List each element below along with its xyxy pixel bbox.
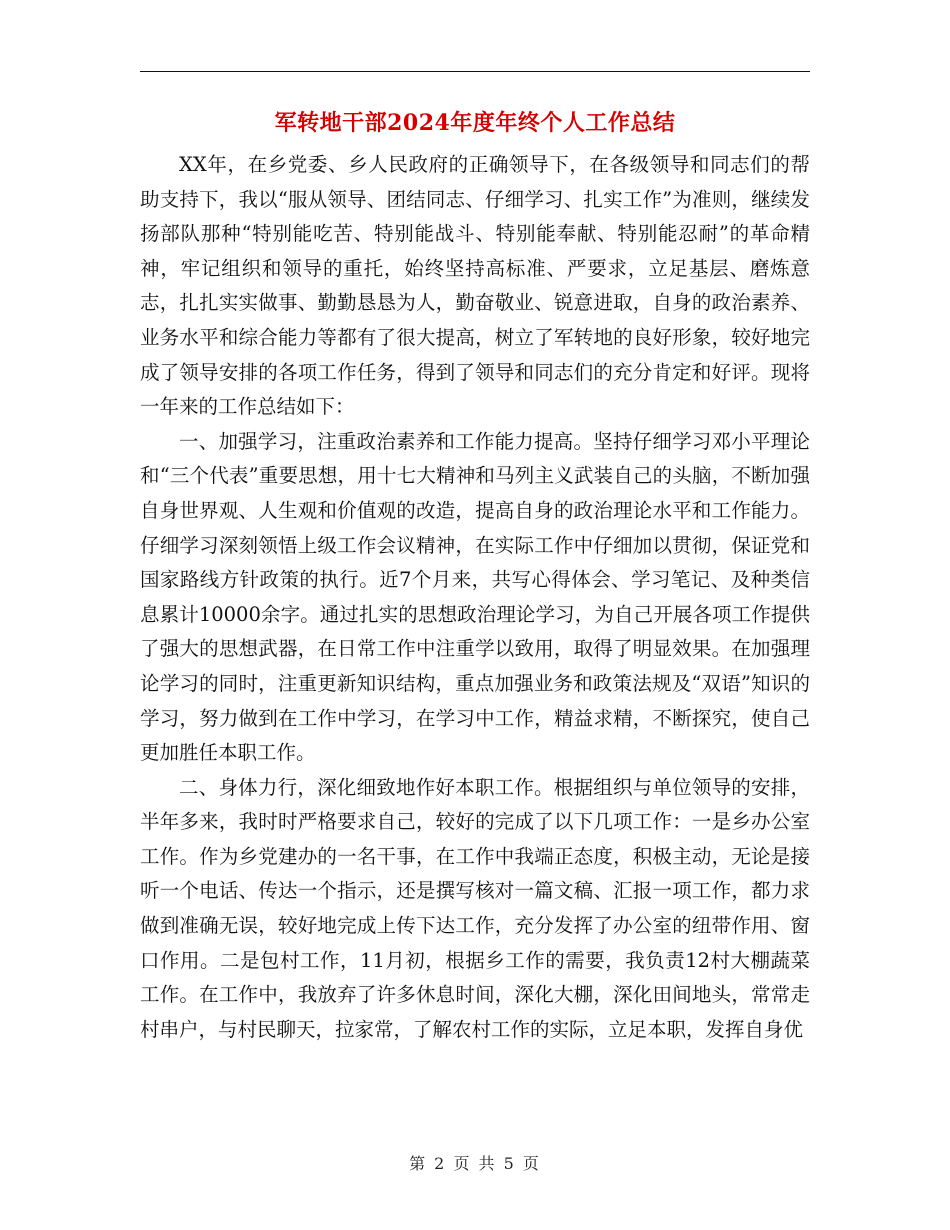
paragraph-section-1: 一、加强学习，注重政治素养和工作能力提高。坚持仔细学习邓小平理论和“三个代表”重要思想，用十七大精神和马列主义武装自己的头脑，不断加强自身世界观、人生观和价值观的改造，提高自身的政治理论水平和工作能力。仔细学习深刻领悟上级工作会议精神，在实际工作中仔细加以贯彻，保证党和国家路线方针政策的执行。近7个月来，共写心得体会、学习笔记、及种类信息累计10000余字。通过扎实的思想政治理论学习，为自己开展各项工作提供了强大的思想武器，在日常工作中注重学以致用，取得了明显效果。在加强理论学习的同时，注重更新知识结构，重点加强业务和政策法规及“双语”知识的学习，努力做到在工作中学习，在学习中工作，精益求精，不断探究，使自己更加胜任本职工作。 bbox=[140, 429, 810, 765]
document-body bbox=[140, 148, 810, 1047]
paragraph-intro: XX年，在乡党委、乡人民政府的正确领导下，在各级领导和同志们的帮助支持下，我以“服从领导、团结同志、仔细学习、扎实工作”为准则，继续发扬部队那种“特别能吃苦、特别能战斗、特别能奉献、特别能忍耐”的革命精神，牢记组织和领导的重托，始终坚持高标准、严要求，立足基层、磨炼意志，扎扎实实做事、勤勤恳恳为人，勤奋敬业、锐意进取，自身的政治素养、业务水平和综合能力等都有了很大提高，树立了军转地的良好形象，较好地完成了领导安排的各项工作任务，得到了领导和同志们的充分肯定和好评。现将一年来的工作总结如下： bbox=[140, 153, 810, 419]
paragraph-section-2: 二、身体力行，深化细致地作好本职工作。根据组织与单位领导的安排，半年多来，我时时严格要求自己，较好的完成了以下几项工作：一是乡办公室工作。作为乡党建办的一名干事，在工作中我端正态度，积极主动，无论是接听一个电话、传达一个指示，还是撰写核对一篇文稿、汇报一项工作，都力求做到准确无误，较好地完成上传下达工作，充分发挥了办公室的纽带作用、窗口作用。二是包村工作，11月初，根据乡工作的需要，我负责12村大棚蔬菜工作。在工作中，我放弃了许多休息时间，深化大棚，深化田间地头，常常走村串户，与村民聊天，拉家常，了解农村工作的实际，立足本职，发挥自身优 bbox=[140, 775, 810, 1041]
document-title: 军转地干部2024年度年终个人工作总结 bbox=[274, 110, 676, 136]
header-rule bbox=[140, 71, 810, 72]
page-number-footer: 第 2 页 共 5 页 bbox=[409, 1154, 541, 1173]
